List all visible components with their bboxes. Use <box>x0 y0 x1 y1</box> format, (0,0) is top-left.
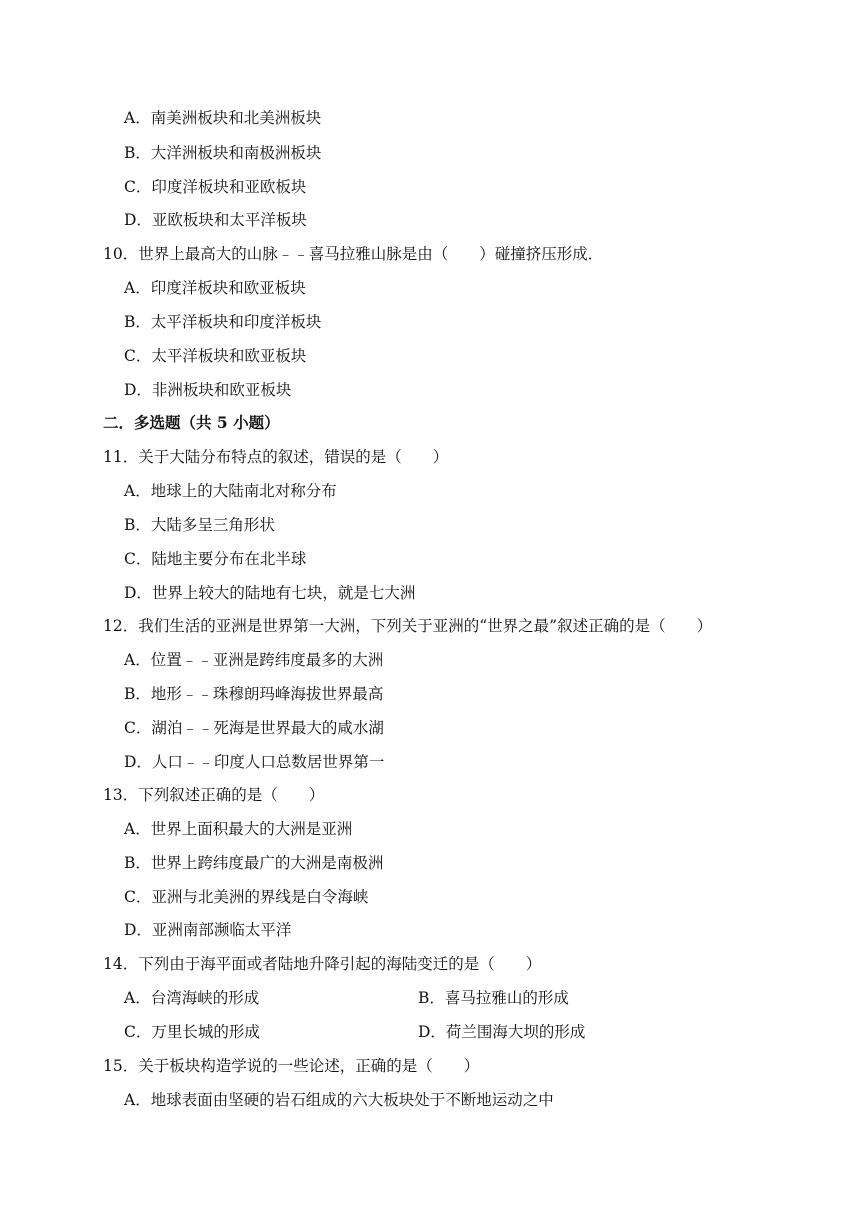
q12-option-d: D．人口﹣﹣印度人口总数居世界第一 <box>124 753 385 771</box>
section-title-multiple-choice: 二．多选题（共 5 小题） <box>103 413 280 432</box>
q9-option-b: B．大洋洲板块和南极洲板块 <box>124 144 322 162</box>
q11-option-b: B．大陆多呈三角形状 <box>124 516 275 534</box>
q11-stem: 11．关于大陆分布特点的叙述，错误的是（ ） <box>103 448 449 466</box>
q11-option-c: C．陆地主要分布在北半球 <box>124 550 307 568</box>
q10-stem: 10．世界上最高大的山脉﹣﹣喜马拉雅山脉是由（ ）碰撞挤压形成． <box>103 245 604 263</box>
q10-option-d: D．非洲板块和欧亚板块 <box>124 381 292 399</box>
q13-option-d: D．亚洲南部濒临太平洋 <box>124 921 292 939</box>
q11-option-d: D．世界上较大的陆地有七块，就是七大洲 <box>124 584 416 602</box>
q10-option-a: A．印度洋板块和欧亚板块 <box>124 279 306 297</box>
q10-option-c: C．太平洋板块和欧亚板块 <box>124 347 307 365</box>
q13-option-a: A．世界上面积最大的大洲是亚洲 <box>124 820 353 838</box>
q11-option-a: A．地球上的大陆南北对称分布 <box>124 482 337 500</box>
q12-option-a: A．位置﹣﹣亚洲是跨纬度最多的大洲 <box>124 651 384 669</box>
q12-option-c: C．湖泊﹣﹣死海是世界最大的咸水湖 <box>124 719 384 737</box>
q14-stem: 14．下列由于海平面或者陆地升降引起的海陆变迁的是（ ） <box>103 955 542 973</box>
q9-option-a: A．南美洲板块和北美洲板块 <box>124 109 322 127</box>
q14-option-c: C．万里长城的形成 <box>124 1023 260 1041</box>
q12-stem: 12．我们生活的亚洲是世界第一大洲，下列关于亚洲的“世界之最”叙述正确的是（ ） <box>103 617 713 635</box>
q9-option-d: D．亚欧板块和太平洋板块 <box>124 211 307 229</box>
q10-option-b: B．太平洋板块和印度洋板块 <box>124 313 322 331</box>
q13-option-c: C．亚洲与北美洲的界线是白令海峡 <box>124 888 369 906</box>
q13-stem: 13．下列叙述正确的是（ ） <box>103 786 325 804</box>
q15-option-a: A．地球表面由坚硬的岩石组成的六大板块处于不断地运动之中 <box>124 1091 554 1109</box>
q14-option-a: A．台湾海峡的形成 <box>124 989 260 1007</box>
q14-option-d: D．荷兰围海大坝的形成 <box>418 1023 586 1041</box>
q13-option-b: B．世界上跨纬度最广的大洲是南极洲 <box>124 854 384 872</box>
q15-stem: 15．关于板块构造学说的一些论述，正确的是（ ） <box>103 1057 480 1075</box>
q14-option-b: B．喜马拉雅山的形成 <box>418 989 569 1007</box>
q12-option-b: B．地形﹣﹣珠穆朗玛峰海拔世界最高 <box>124 685 384 703</box>
q9-option-c: C．印度洋板块和亚欧板块 <box>124 178 307 196</box>
